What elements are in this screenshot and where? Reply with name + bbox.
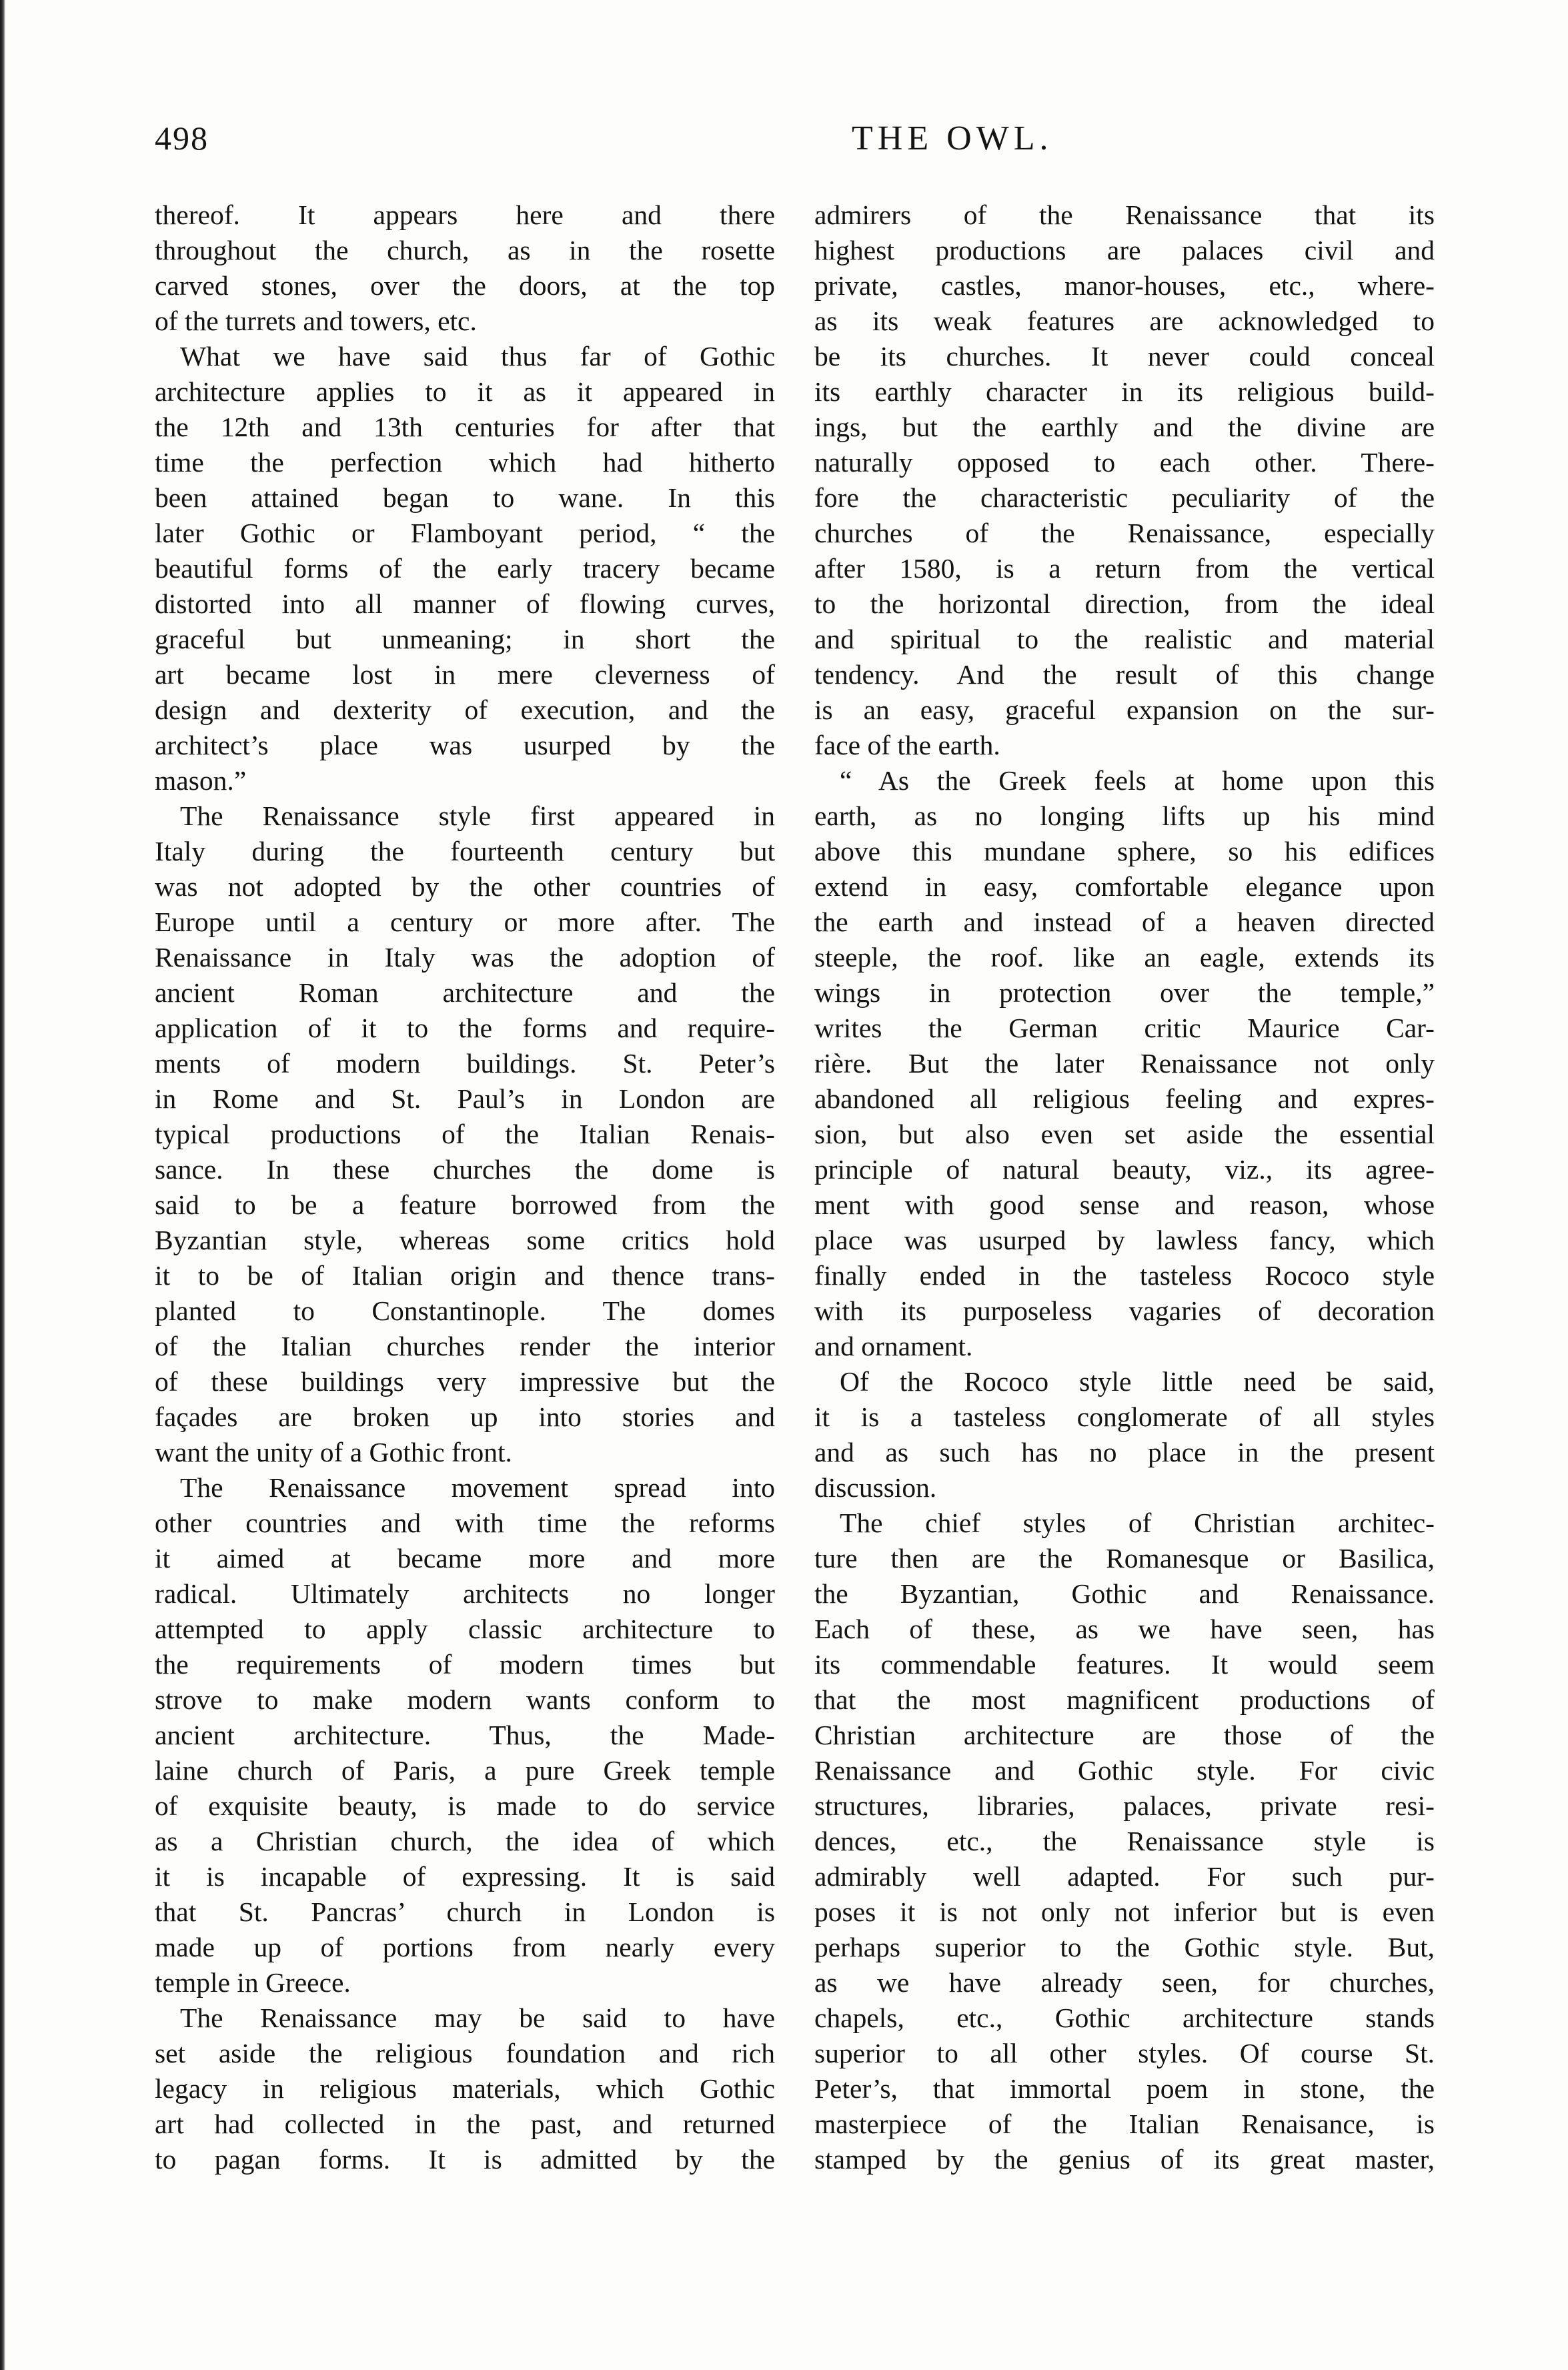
text-line: the Byzantian, Gothic and Renaissance. [814,1578,1435,1609]
text-line: of the turrets and towers, etc. [155,306,477,336]
page-number: 498 [155,119,209,157]
text-line: wings in protection over the temple,” [814,977,1435,1008]
text-line: Italy during the fourteenth century but [155,836,775,866]
text-line: Europe until a century or more after. The [155,907,775,937]
text-line: want the unity of a Gothic front. [155,1437,512,1467]
text-line: was not adopted by the other countries of [155,871,775,902]
text-line: carved stones, over the doors, at the top [155,270,775,301]
text-line: planted to Constantinople. The domes [155,1295,775,1326]
text-line: ments of modern buildings. St. Peter’s [155,1048,775,1079]
text-line: ancient Roman architecture and the [155,977,775,1008]
text-line: above this mundane sphere, so his edifices [814,836,1435,866]
text-line: rière. But the later Renaissance not only [814,1048,1435,1079]
text-line: its commendable features. It would seem [814,1649,1435,1680]
text-line: earth, as no longing lifts up his mind [814,800,1435,831]
text-line: temple in Greece. [155,1967,351,1998]
text-line: be its churches. It never could conceal [814,341,1435,372]
text-line: highest productions are palaces civil and [814,235,1435,265]
text-line: the requirements of modern times but [155,1649,775,1680]
text-line: to the horizontal direction, from the ideal [814,588,1435,619]
text-line: writes the German critic Maurice Car- [814,1013,1435,1043]
text-line: that St. Pancras’ church in London is [155,1896,775,1927]
text-line: poses it is not only not inferior but is even [814,1896,1435,1927]
text-line: the earth and instead of a heaven directed [814,907,1435,937]
text-line: perhaps superior to the Gothic style. But, [814,1932,1435,1962]
right-text-column [814,197,1435,2177]
text-line: set aside the religious foundation and rich [155,2038,775,2068]
text-line: it is incapable of expressing. It is said [155,1861,775,1892]
text-line: that the most magnificent productions of [814,1684,1435,1715]
text-line: chapels, etc., Gothic architecture stands [814,2002,1435,2033]
text-line: made up of portions from nearly every [155,1932,775,1962]
text-line: Renaissance and Gothic style. For civic [814,1755,1435,1786]
text-line: to pagan forms. It is admitted by the [155,2144,775,2175]
text-line: time the perfection which had hitherto [155,447,775,478]
text-line: legacy in religious materials, which Gothic [155,2073,775,2104]
text-line: art had collected in the past, and returned [155,2109,775,2139]
text-line: and ornament. [814,1331,973,1361]
text-line: it aimed at became more and more [155,1543,775,1574]
text-line: churches of the Renaissance, especially [814,518,1435,548]
text-line: as a Christian church, the idea of which [155,1826,775,1856]
text-line: The Renaissance movement spread into [180,1472,775,1503]
text-line: ancient architecture. Thus, the Made- [155,1720,775,1750]
text-line: sance. In these churches the dome is [155,1154,775,1185]
text-line: Byzantian style, whereas some critics hold [155,1225,775,1255]
text-line: been attained began to wane. In this [155,482,775,513]
text-line: is an easy, graceful expansion on the sur- [814,694,1435,725]
text-line: of the Italian churches render the interior [155,1331,775,1361]
text-line: Renaissance in Italy was the adoption of [155,942,775,973]
text-line: typical productions of the Italian Renais- [155,1119,775,1149]
text-line: tendency. And the result of this change [814,659,1435,690]
text-line: architect’s place was usurped by the [155,730,775,760]
text-line: design and dexterity of execution, and the [155,694,775,725]
text-line: abandoned all religious feeling and expres- [814,1083,1435,1114]
text-line: Of the Rococo style little need be said, [840,1366,1435,1397]
text-line: The chief styles of Christian architec- [840,1508,1435,1538]
text-line: art became lost in mere cleverness of [155,659,775,690]
scan-binding-edge [0,0,5,2370]
text-line: later Gothic or Flamboyant period, “ the [155,518,775,548]
text-line: “ As the Greek feels at home upon this [840,765,1435,796]
text-line: ings, but the earthly and the divine are [814,412,1435,442]
text-line: The Renaissance style first appeared in [180,800,775,831]
text-line: Peter’s, that immortal poem in stone, the [814,2073,1435,2104]
text-line: face of the earth. [814,730,1000,760]
text-line: strove to make modern wants conform to [155,1684,775,1715]
text-line: ment with good sense and reason, whose [814,1189,1435,1220]
text-line: after 1580, is a return from the vertical [814,553,1435,584]
text-line: throughout the church, as in the rosette [155,235,775,265]
text-line: private, castles, manor-houses, etc., where- [814,270,1435,301]
text-line: of exquisite beauty, is made to do service [155,1790,775,1821]
left-text-column [155,197,775,2177]
text-line: finally ended in the tasteless Rococo style [814,1260,1435,1291]
text-line: The Renaissance may be said to have [180,2002,775,2033]
text-line: mason.” [155,765,247,796]
text-line: as we have already seen, for churches, [814,1967,1435,1998]
text-line: Christian architecture are those of the [814,1720,1435,1750]
text-line: the 12th and 13th centuries for after that [155,412,775,442]
text-line: masterpiece of the Italian Renaisance, is [814,2109,1435,2139]
page-header [155,119,1455,165]
text-line: naturally opposed to each other. There- [814,447,1435,478]
text-line: distorted into all manner of flowing curves, [155,588,775,619]
text-line: with its purposeless vagaries of decoration [814,1295,1435,1326]
text-line: laine church of Paris, a pure Greek temple [155,1755,775,1786]
text-line: in Rome and St. Paul’s in London are [155,1083,775,1114]
text-line: Each of these, as we have seen, has [814,1614,1435,1644]
text-line: as its weak features are acknowledged to [814,306,1435,336]
text-line: of these buildings very impressive but the [155,1366,775,1397]
text-line: What we have said thus far of Gothic [180,341,775,372]
text-line: other countries and with time the reforms [155,1508,775,1538]
text-line: fore the characteristic peculiarity of the [814,482,1435,513]
text-line: steeple, the roof. like an eagle, extends its [814,942,1435,973]
running-head: THE OWL. [852,119,1053,157]
text-line: it is a tasteless conglomerate of all styles [814,1401,1435,1432]
text-line: its earthly character in its religious build- [814,376,1435,407]
text-line: admirers of the Renaissance that its [814,199,1435,230]
text-line: beautiful forms of the early tracery became [155,553,775,584]
text-line: it to be of Italian origin and thence trans- [155,1260,775,1291]
text-line: graceful but unmeaning; in short the [155,624,775,654]
text-line: extend in easy, comfortable elegance upon [814,871,1435,902]
text-line: discussion. [814,1472,937,1503]
text-line: and as such has no place in the present [814,1437,1435,1467]
text-line: application of it to the forms and require- [155,1013,775,1043]
text-line: façades are broken up into stories and [155,1401,775,1432]
text-line: said to be a feature borrowed from the [155,1189,775,1220]
text-line: radical. Ultimately architects no longer [155,1578,775,1609]
text-line: and spiritual to the realistic and material [814,624,1435,654]
text-line: architecture applies to it as it appeared in [155,376,775,407]
text-line: attempted to apply classic architecture to [155,1614,775,1644]
text-line: stamped by the genius of its great master, [814,2144,1435,2175]
text-line: superior to all other styles. Of course St. [814,2038,1435,2068]
text-line: principle of natural beauty, viz., its agree- [814,1154,1435,1185]
text-line: structures, libraries, palaces, private resi- [814,1790,1435,1821]
text-line: place was usurped by lawless fancy, which [814,1225,1435,1255]
text-line: ture then are the Romanesque or Basilica, [814,1543,1435,1574]
text-line: sion, but also even set aside the essential [814,1119,1435,1149]
text-line: admirably well adapted. For such pur- [814,1861,1435,1892]
text-line: thereof. It appears here and there [155,199,775,230]
text-line: dences, etc., the Renaissance style is [814,1826,1435,1856]
